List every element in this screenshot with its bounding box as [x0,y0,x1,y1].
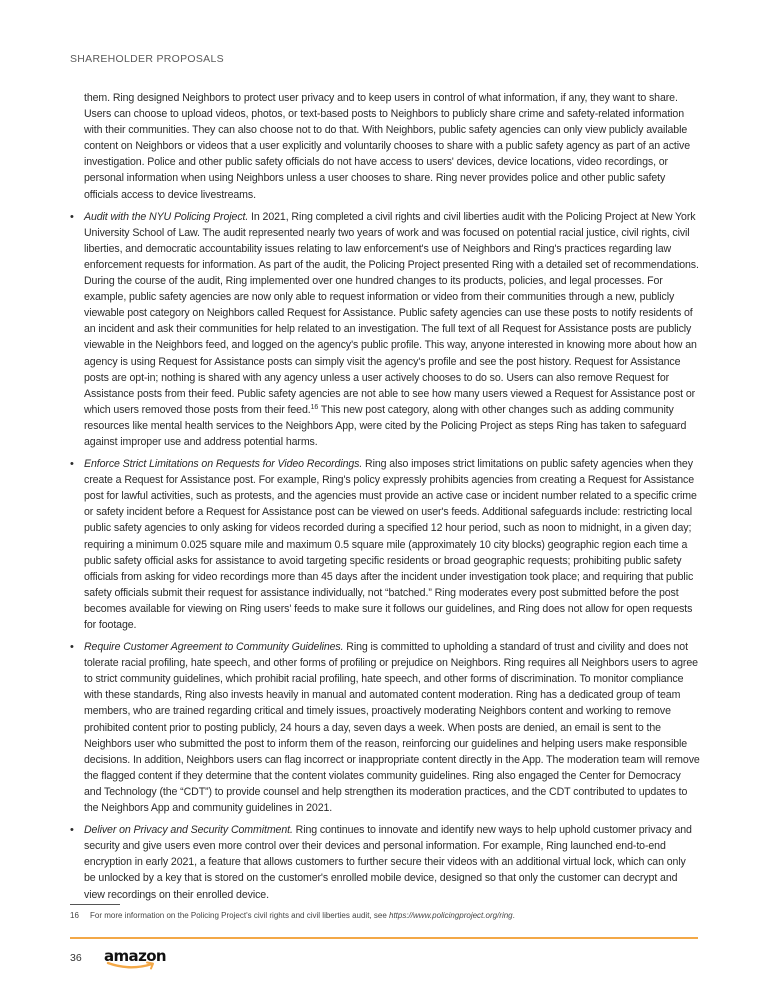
footnote-text: For more information on the Policing Project's civil rights and civil liberties audit, see [90,911,389,920]
bullet-list [70,209,700,903]
footnote-end: . [512,911,515,920]
smile-arrow-icon [106,961,158,971]
bullet-lead: Enforce Strict Limitations on Requests for Video Recordings. [84,458,363,471]
bullet-item-video-limits [70,456,700,633]
page-number: 36 [70,952,82,964]
page-content [70,90,700,909]
footer-accent-rule [70,937,698,939]
bullet-text: Ring is committed to upholding a standard of trust and civility and does not tolerate racial profiling, hate speech, and other forms of profiling or prejudice on Neighbors. Ring requires all Neighbors users to agree to strict community guidelines, which prohibit racial profiling, hate speech, and other forms of discrimination. To monitor compliance with these standards, Ring also invests heavily in manual and automated content moderation. Ring has a dedicated group of team members, who are trained regarding critical and timely issues, proactively moderating Neighbors content and working to remove prohibited content prior to posting publicly, 24 hours a day, seven days a week. When posts are denied, an email is sent to the Neighbors user who submitted the post to inform them of the reason, reinforcing our guidelines and helping users make responsible decisions. In addition, Neighbors users can flag incorrect or inappropriate content directly in the App. The moderation team will remove the flagged content if they determine that the content violates community guidelines. Ring also engaged the Center for Democracy and Technology (the “CDT”) to provide counsel and help strengthen its moderation practices, and the CDT contributed to updates to the Neighbors App and community guidelines in 2021. [84,641,700,815]
bullet-dot-icon: • [70,641,74,654]
footnote-divider [70,904,120,905]
bullet-item-privacy-security [70,822,700,902]
footnote-link[interactable]: https://www.policingproject.org/ring [389,911,513,920]
bullet-text: Ring continues to innovate and identify new ways to help uphold customer privacy and security and give users even more control over their devices and personal information. For example, Ring launched end-to-end encryption in early 2021, a feature that allows customers to further secure their videos with an additional virtual lock, which can only be unlocked by a key that is stored on the customer's enrolled mobile device, designed so that only the customer can decrypt and view recordings on their enrolled device. [84,824,692,901]
bullet-text-continued: This new post category, along with other changes such as adding community resources like mental health services to the Neighbors App, were cited by the Policing Project as steps Ring has taken to safeguard against improper use and address potential harms. [84,403,687,448]
bullet-lead: Audit with the NYU Policing Project. [84,210,249,223]
footnote [70,911,515,920]
bullet-item-nyu-audit [70,209,700,450]
bullet-lead: Deliver on Privacy and Security Commitment. [84,824,293,837]
bullet-dot-icon: • [70,458,74,471]
logo-wordmark: amazon [104,947,166,965]
amazon-logo [104,947,164,971]
bullet-dot-icon: • [70,210,74,223]
bullet-dot-icon: • [70,824,74,837]
footnote-ref: 16 [310,403,319,411]
bullet-text: Ring also imposes strict limitations on public safety agencies when they create a Request for Assistance post. For example, Ring's policy expressly prohibits agencies from creating a Request for Assistance post for lawful activities, such as protests, and the agencies must provide an active case or incident number related to a specific crime or safety incident before a Request for Assistance post can be viewed on user's feeds. Additional safeguards include: restricting local public safety agencies to only asking for videos recorded during a specified 12 hour period, such as noon to midnight, in a given day; requiring a minimum 0.025 square mile and maximum 0.5 square mile (approximately 10 city blocks) geographic region each time a public safety official asks for assistance to avoid targeting specific residents or broad geographic requests; prohibiting public safety officials from asking for video recordings more than 45 days after the incident under investigation took place; and requiring that public safety officials submit their request for assistance individually, not “batched.” Ring moderates every post submitted before the post becomes available for viewing on Ring users' feeds to make sure it follows our guidelines, and Ring does not allow for open requests for footage. [84,458,697,631]
section-header: SHAREHOLDER PROPOSALS [70,53,224,65]
bullet-lead: Require Customer Agreement to Community Guidelines. [84,641,344,654]
footnote-number: 16 [70,911,79,920]
bullet-text: In 2021, Ring completed a civil rights and civil liberties audit with the Policing Project at New York University School of Law. The audit represented nearly two years of work and was focused on potential racial justice, civil rights, civil liberties, and democratic accountability issues relating to law enforcement's use of Neighbors and Ring's practices regarding law enforcement requests for information. As part of the audit, the Policing Project presented Ring with a detailed set of recommendations. During the course of the audit, Ring implemented over one hundred changes to its products, policies, and legal processes. For example, public safety agencies are now only able to request information or video from their communities through a new, publicly viewable post category on Neighbors called Request for Assistance. Public safety agencies can use these posts to notify residents of an incident and ask their communities for help related to an investigation. The full text of all Request for Assistance posts are publicly viewable in the Neighbors feed, and logged on the agency's public profile. This way, anyone interested in knowing more about how an agency is using Request for Assistance posts can simply visit the agency's profile and see the post history. Request for Assistance posts are opt-in; nothing is shared with any agency unless a user actively chooses to do so. Users can also remove Request for Assistance posts from their feed. Public safety agencies are not able to see how many users viewed a Request for Assistance post or which users removed those posts from their feed. [84,210,699,416]
bullet-item-community-guidelines [70,639,700,816]
intro-paragraph: them. Ring designed Neighbors to protect user privacy and to keep users in control of what information, if any, they want to share. Users can choose to upload videos, photos, or text-based posts to Neighbors to publicly share crime and safety-related information with their communities. They can also choose not to do that. With Neighbors, public safety agencies can only view publicly available content on Neighbors or videos that a user explicitly and voluntarily chooses to share with a public safety agency as part of an active investigation. Police and other public safety officials do not have access to users' devices, device locations, video recordings, or personal information when using Neighbors unless a user chooses to share. Ring never provides police and other public safety officials access to device livestreams. [84,92,690,201]
